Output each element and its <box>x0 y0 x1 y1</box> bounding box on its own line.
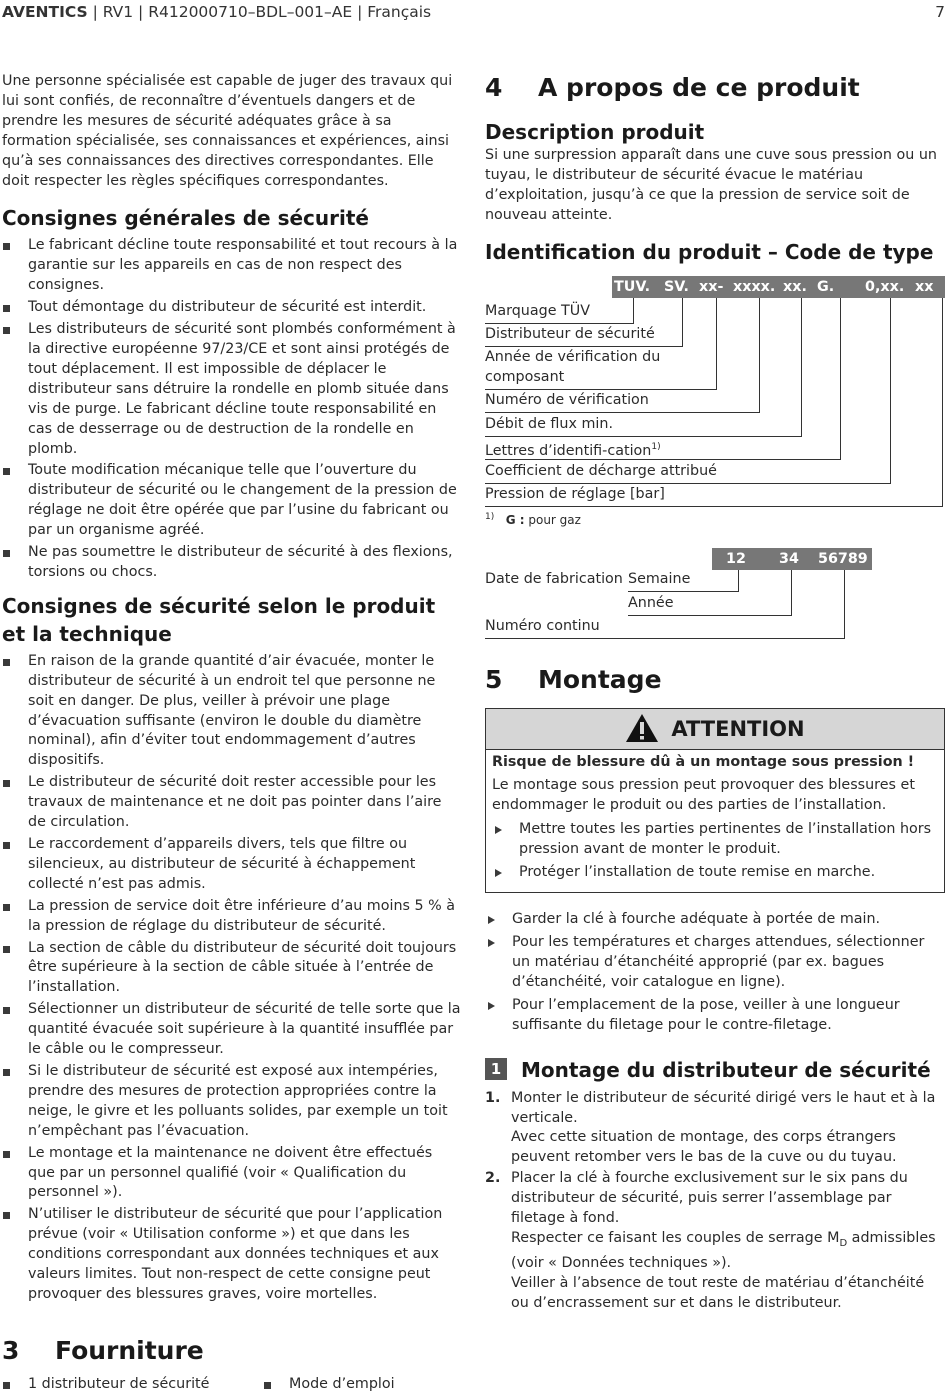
fourniture-item: 1 distributeur de sécurité <box>2 1375 242 1395</box>
product-safety-item: Le raccordement d’appareils divers, tels que filtre ou silencieux, au distributeur de sécurité à échappement collecté n’est pas admis. <box>2 835 462 895</box>
risk-title: Risque de blessure dû à un montage sous pression ! <box>492 753 915 770</box>
page-header <box>2 3 945 23</box>
leader-line <box>485 323 634 324</box>
general-safety-heading: Consignes générales de sécurité <box>2 206 369 231</box>
step-note: Veiller à l’absence de tout reste de matériau d’étanchéité ou d’encrassement sur et dans le distributeur. <box>511 1274 925 1311</box>
leader-line <box>485 483 891 484</box>
date-segment: 12 <box>726 550 746 567</box>
identification-heading: Identification du produit – Code de type <box>485 239 934 264</box>
leader-line <box>485 459 841 460</box>
leader-line <box>716 298 717 390</box>
date-segment: 56789 <box>818 550 868 567</box>
warning-text: Le montage sous pression peut provoquer des blessures et endommager le produit ou des parties de l’installation. <box>492 776 915 813</box>
code-segment: TUV. <box>614 278 651 295</box>
general-safety-item: Le fabricant décline toute responsabilité et tout recours à la garantie sur les appareils en cas de non respect des consignes. <box>2 236 462 296</box>
general-safety-item: Ne pas soumettre le distributeur de sécurité à des flexions, torsions ou chocs. <box>2 543 462 583</box>
doc-reference: | RV1 | R412000710–BDL–001–AE | Français <box>87 3 432 21</box>
code-segment: G. <box>817 278 835 295</box>
product-safety-item: En raison de la grande quantité d’air évacuée, monter le distributeur de sécurité à un endroit tel que personne ne soit en danger. De plus, veiller à prévoir une plage d’évacuation suffisante (environ le double du diamètre nominal), afin d’éviter tout endommagement d’autres dispositifs. <box>2 652 462 771</box>
product-safety-item: Si le distributeur de sécurité est exposé aux intempéries, prendre des mesures de protection appropriées contre la neige, le givre et les polluants solides, par exemple un toit n’empêchant pas l’évacuation. <box>2 1062 462 1142</box>
leader-line <box>485 506 943 507</box>
description-heading: Description produit <box>485 120 705 144</box>
code-label: Débit de flux min. <box>485 415 613 432</box>
date-week-label: Semaine <box>628 570 691 587</box>
leader-line <box>628 591 739 592</box>
leader-line <box>485 346 683 347</box>
date-code-diagram <box>485 548 945 648</box>
code-label: Distributeur de sécurité <box>485 325 655 342</box>
leader-line <box>801 298 802 437</box>
montage-item: Garder la clé à fourche adéquate à portée de main. <box>485 910 945 930</box>
leader-line <box>485 436 802 437</box>
product-safety-item: Sélectionner un distributeur de sécurité de telle sorte que la quantité évacuée soit supérieure à la quantité insufflée par le câble ou le compresseur. <box>2 1000 462 1060</box>
code-segment: xx <box>915 278 934 295</box>
section-number: 4 <box>485 73 503 102</box>
date-segment: 34 <box>779 550 799 567</box>
general-safety-item: Tout démontage du distributeur de sécurité est interdit. <box>2 298 462 318</box>
section-4-heading <box>485 72 945 104</box>
leader-line <box>844 570 845 639</box>
warning-action-item: Protéger l’installation de toute remise en marche. <box>492 863 938 883</box>
date-code-bar <box>712 548 872 570</box>
code-label: Marquage TÜV <box>485 302 591 319</box>
leader-line <box>840 298 841 460</box>
warning-action-item: Mettre toutes les parties pertinentes de l’installation hors pression avant de monter le produit. <box>492 820 938 860</box>
description-paragraph: Si une surpression apparaît dans une cuve sous pression ou un tuyau, le distributeur de sécurité évacue le matériau d’exploitation, jusqu’à ce que la pression de service soit de nouveau atteinte. <box>485 147 937 223</box>
code-label: Coefficient de décharge attribué <box>485 462 717 479</box>
leader-line <box>485 412 760 413</box>
attention-label: ATTENTION <box>671 716 805 741</box>
right-column <box>485 72 945 1314</box>
section-5-heading <box>485 664 945 696</box>
general-safety-item: Toute modification mécanique telle que l’ouverture du distributeur de sécurité ou le changement de la pression de réglage ne doit être opérée que par l’usine du fabricant ou par un organisme agréé. <box>2 461 462 541</box>
leader-line <box>628 615 792 616</box>
attention-box <box>485 708 945 894</box>
general-safety-item: Les distributeurs de sécurité sont plombés conformément à la directive européenne 97/23/CE et sont ainsi protégés de tout déplacement. Il est impossible de déplacer le distributeur sans détruire la rondelle en plomb située dans vis de purge. Le fabricant décline toute responsabilité en cas de desserrage ou de destruction de la rondelle en plomb. <box>2 320 462 459</box>
code-label: Numéro de vérification <box>485 391 649 408</box>
code-label: Pression de réglage [bar] <box>485 485 665 502</box>
step-text: Placer la clé à fourche exclusivement sur le six pans du distributeur de sécurité, puis serrer l’assemblage par filetage à fond. <box>511 1170 908 1227</box>
product-safety-item: La section de câble du distributeur de sécurité doit toujours être supérieure à la section de câble située à l’entrée de l’installation. <box>2 939 462 999</box>
leader-line <box>791 570 792 616</box>
section-title: Fourniture <box>55 1335 204 1365</box>
general-safety-list <box>2 236 462 582</box>
code-label: composant <box>485 368 565 385</box>
product-safety-item: Le distributeur de sécurité doit rester accessible pour les travaux de maintenance et ne doit pas pointer dans l’aire de circulation. <box>2 773 462 833</box>
code-segment: SV. <box>664 278 689 295</box>
product-safety-item: La pression de service doit être inférieure d’au moins 5 % à la pression de réglage du distributeur de sécurité. <box>2 897 462 937</box>
montage-item: Pour les températures et charges attendues, sélectionner un matériau d’étanchéité approprié (par ex. bagues d’étanchéité, voir catalogue en ligne). <box>485 933 945 993</box>
warning-triangle-icon <box>625 713 659 743</box>
leader-line <box>633 298 634 324</box>
warning-actions <box>492 820 938 883</box>
montage-item: Pour l’emplacement de la pose, veiller à une longueur suffisante du filetage pour le contre-filetage. <box>485 996 945 1036</box>
leader-line <box>942 298 943 507</box>
section-number: 3 <box>2 1335 20 1365</box>
step-title: Montage du distributeur de sécurité <box>521 1057 931 1082</box>
leader-line <box>759 298 760 413</box>
brand-name: AVENTICS <box>2 3 88 21</box>
code-segment: xx. <box>783 278 807 295</box>
leader-line <box>682 298 683 347</box>
step-text: Monter le distributeur de sécurité dirigé vers le haut et à la verticale. <box>511 1089 936 1126</box>
type-code-bar <box>612 276 945 298</box>
step-torque-note: Respecter ce faisant les couples de serrage $M_D$ admissibles (voir « Données techniques »). <box>511 1229 936 1271</box>
code-segment: 0,xx. <box>865 278 905 295</box>
section-title: Montage <box>538 664 662 694</box>
date-label: Date de fabrication <box>485 570 623 587</box>
code-label: Lettres d’identifi-cation$^{1)}$ <box>485 441 661 459</box>
page-number: 7 <box>935 3 945 21</box>
step-note: Avec cette situation de montage, des corps étrangers peuvent retomber vers le bas de la cuve ou du tuyau. <box>511 1129 897 1166</box>
product-safety-item: N’utiliser le distributeur de sécurité que pour l’application prévue (voir « Utilisation conforme ») et que dans les conditions correspondant aux données techniques et aux valeurs limites. Tout non-respect de cette consigne peut provoquer des blessures graves, voire mortelles. <box>2 1205 462 1305</box>
attention-body <box>486 750 944 893</box>
footnote: $^{1)}$ G : pour gaz <box>485 511 581 527</box>
product-safety-heading: Consignes de sécurité selon le produit et la technique <box>2 593 436 646</box>
left-column <box>2 72 462 1397</box>
montage-preparations <box>485 910 945 1035</box>
montage-steps <box>485 1089 945 1314</box>
step-badge: 1 <box>485 1058 507 1080</box>
product-safety-list <box>2 652 462 1305</box>
section-3-heading <box>2 1335 462 1367</box>
leader-line <box>890 298 891 484</box>
section-number: 5 <box>485 664 503 694</box>
fourniture-item: Mode d’emploi <box>263 1375 463 1395</box>
date-year-label: Année <box>628 594 674 611</box>
product-safety-item: Le montage et la maintenance ne doivent être effectués que par un personnel qualifié (voir « Qualification du personnel »). <box>2 1144 462 1204</box>
step-heading <box>485 1056 945 1084</box>
attention-header <box>486 709 944 750</box>
type-code-diagram <box>485 276 945 527</box>
intro-paragraph: Une personne spécialisée est capable de juger des travaux qui lui sont confiés, de reconnaître d’éventuels dangers et de prendre les mesures de sécurité adéquates grâce à sa formation spécialisée, ses connaissances et expériences, ainsi qu’à ses connaissances des directives correspondantes. Elle doit respecter les règles spécifiques correspondantes. <box>2 73 453 189</box>
step-item: 1. Monter le distributeur de sécurité dirigé vers le haut et à la verticale. Avec cette situation de montage, des corps étrangers peuvent retomber vers le bas de la cuve ou du tuyau. <box>485 1089 945 1169</box>
section-title: A propos de ce produit <box>538 73 860 102</box>
code-segment: xxxx. <box>733 278 776 295</box>
step-item: 2. Placer la clé à fourche exclusivement sur le six pans du distributeur de sécurité, puis serrer l’assemblage par filetage à fond. Respecter ce faisant les couples de serrage $M_D$ admissibles (voir « Données techniques »). Veiller à l’absence de tout reste de matériau d’étanchéité ou d’encrassement sur et dans le distributeur. <box>485 1169 945 1313</box>
date-serial-label: Numéro continu <box>485 617 600 634</box>
leader-line <box>738 570 739 592</box>
leader-line <box>485 638 845 639</box>
leader-line <box>485 389 717 390</box>
fourniture-list <box>2 1375 462 1397</box>
code-label: Année de vérification du <box>485 348 661 365</box>
code-segment: xx- <box>699 278 724 295</box>
